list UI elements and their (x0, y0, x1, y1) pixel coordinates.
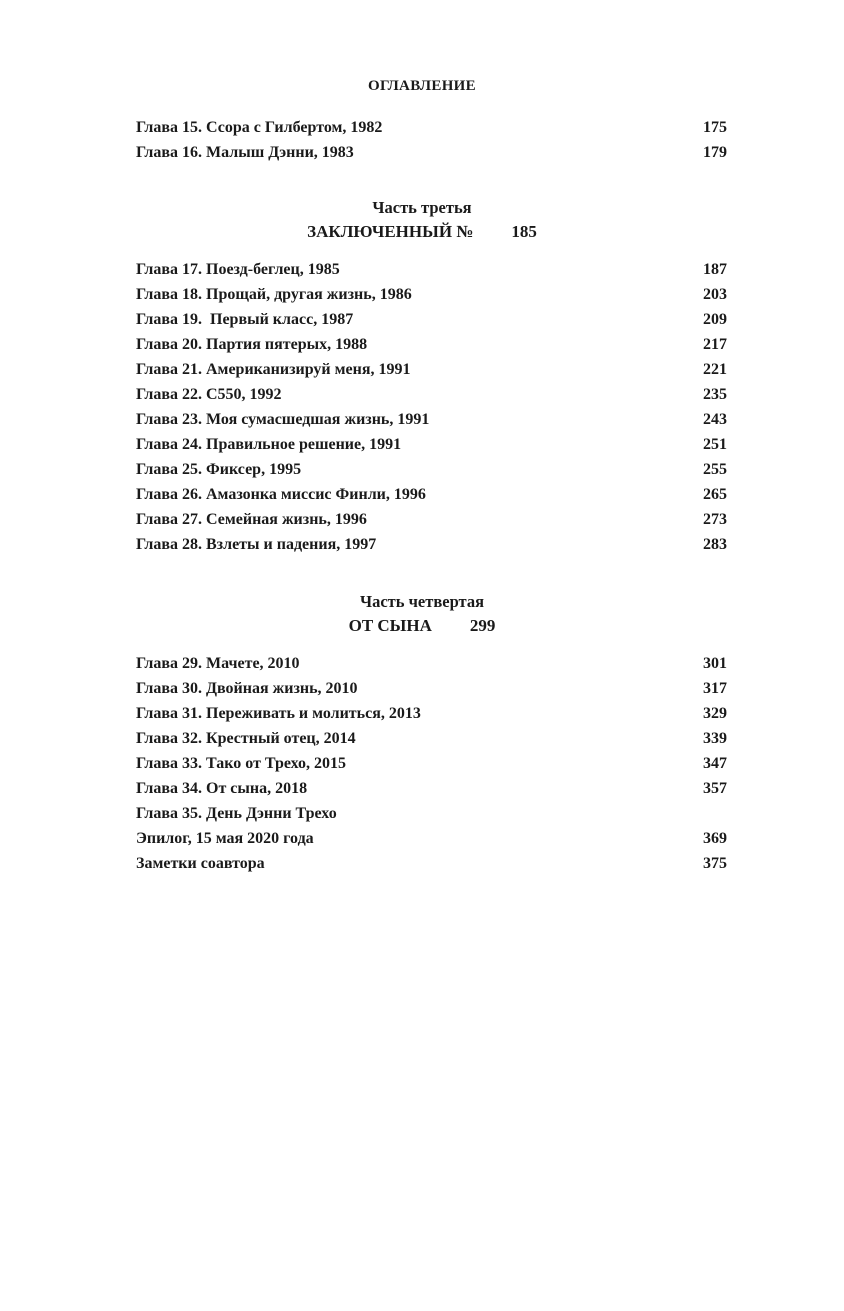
toc-entry (136, 357, 727, 382)
toc-entry-page: 273 (703, 511, 727, 528)
toc-entry (136, 282, 727, 307)
toc-entry (136, 140, 727, 165)
part-four-page: 299 (469, 616, 496, 635)
toc-entry-label: Глава 15. Ссора с Гилбертом, 1982 (136, 119, 383, 136)
toc-entry-label: Глава 17. Поезд-беглец, 1985 (136, 261, 340, 278)
toc-entry (136, 407, 727, 432)
toc-entry (136, 701, 727, 726)
toc-entry (136, 382, 727, 407)
toc-entry (136, 307, 727, 332)
toc-entry-label: Глава 22. С550, 1992 (136, 386, 282, 403)
toc-entry (136, 751, 727, 776)
part-four-label: Часть четвертая (359, 592, 485, 611)
toc-entry-label: Эпилог, 15 мая 2020 года (136, 830, 314, 847)
toc-entry (136, 482, 727, 507)
toc-entry-page: 369 (703, 830, 727, 847)
toc-entry-page: 339 (703, 730, 727, 747)
toc-entry-label: Глава 23. Моя сумасшедшая жизнь, 1991 (136, 411, 430, 428)
toc-entry-page: 221 (703, 361, 727, 378)
toc-entry-label: Заметки соавтора (136, 855, 265, 872)
toc-entry (136, 676, 727, 701)
toc-entry-label: Глава 31. Переживать и молиться, 2013 (136, 705, 421, 722)
toc-entry-label: Глава 29. Мачете, 2010 (136, 655, 300, 672)
toc-entry (136, 651, 727, 676)
part-four-title (0, 616, 844, 636)
toc-entry-label: Глава 26. Амазонка миссис Финли, 1996 (136, 486, 426, 503)
toc-entry-page: 187 (703, 261, 727, 278)
toc-entry (136, 776, 727, 801)
toc-entry-page: 243 (703, 411, 727, 428)
toc-title: ОГЛАВЛЕНИЕ (368, 78, 476, 94)
toc-entry (136, 532, 727, 557)
part-three-page: 185 (511, 222, 537, 241)
toc-section-part2-end (136, 115, 727, 165)
toc-entry-page: 203 (703, 286, 727, 303)
toc-entry-page: 301 (703, 655, 727, 672)
toc-entry (136, 826, 727, 851)
toc-entry (136, 801, 727, 826)
toc-entry-label: Глава 28. Взлеты и падения, 1997 (136, 536, 377, 553)
toc-entry (136, 726, 727, 751)
toc-entry-page: 357 (703, 780, 727, 797)
toc-entry-page: 209 (703, 311, 727, 328)
part-three-label: Часть третья (372, 198, 472, 217)
toc-entry-label: Глава 24. Правильное решение, 1991 (136, 436, 402, 453)
toc-entry-page: 251 (703, 436, 727, 453)
toc-entry (136, 115, 727, 140)
toc-entry-label: Глава 21. Американизируй меня, 1991 (136, 361, 411, 378)
toc-entry-page: 375 (703, 855, 727, 872)
toc-entry-page: 217 (703, 336, 727, 353)
toc-entry-page: 175 (703, 119, 727, 136)
toc-entry-page: 255 (703, 461, 727, 478)
toc-entry-label: Глава 25. Фиксер, 1995 (136, 461, 302, 478)
toc-entry-label: Глава 32. Крестный отец, 2014 (136, 730, 356, 747)
toc-entry-page: 317 (703, 680, 727, 697)
part-three-title (0, 222, 844, 242)
toc-entry-page: 283 (703, 536, 727, 553)
toc-entry (136, 257, 727, 282)
toc-entry-label: Глава 33. Тако от Трехо, 2015 (136, 755, 347, 772)
toc-entry (136, 432, 727, 457)
toc-entry-label: Глава 19. Первый класс, 1987 (136, 311, 354, 328)
toc-entry-page: 179 (703, 144, 727, 161)
toc-entry-label: Глава 35. День Дэнни Трехо (136, 805, 337, 822)
part-three-name: ЗАКЛЮЧЕННЫЙ № (307, 222, 474, 241)
toc-entry-label: Глава 30. Двойная жизнь, 2010 (136, 680, 358, 697)
toc-entry-page: 235 (703, 386, 727, 403)
toc-entry-label: Глава 18. Прощай, другая жизнь, 1986 (136, 286, 412, 303)
toc-entry-page: 265 (703, 486, 727, 503)
toc-section-part4 (136, 651, 727, 876)
toc-entry-label: Глава 20. Партия пятерых, 1988 (136, 336, 368, 353)
toc-entry-label: Глава 16. Малыш Дэнни, 1983 (136, 144, 354, 161)
toc-entry-label: Глава 27. Семейная жизнь, 1996 (136, 511, 367, 528)
toc-entry-label: Глава 34. От сына, 2018 (136, 780, 308, 797)
toc-entry-page: 347 (703, 755, 727, 772)
part-four-name: ОТ СЫНА (348, 616, 432, 635)
toc-entry (136, 507, 727, 532)
toc-entry (136, 457, 727, 482)
toc-section-part3 (136, 257, 727, 557)
toc-entry-page: 329 (703, 705, 727, 722)
toc-entry (136, 332, 727, 357)
toc-entry (136, 851, 727, 876)
